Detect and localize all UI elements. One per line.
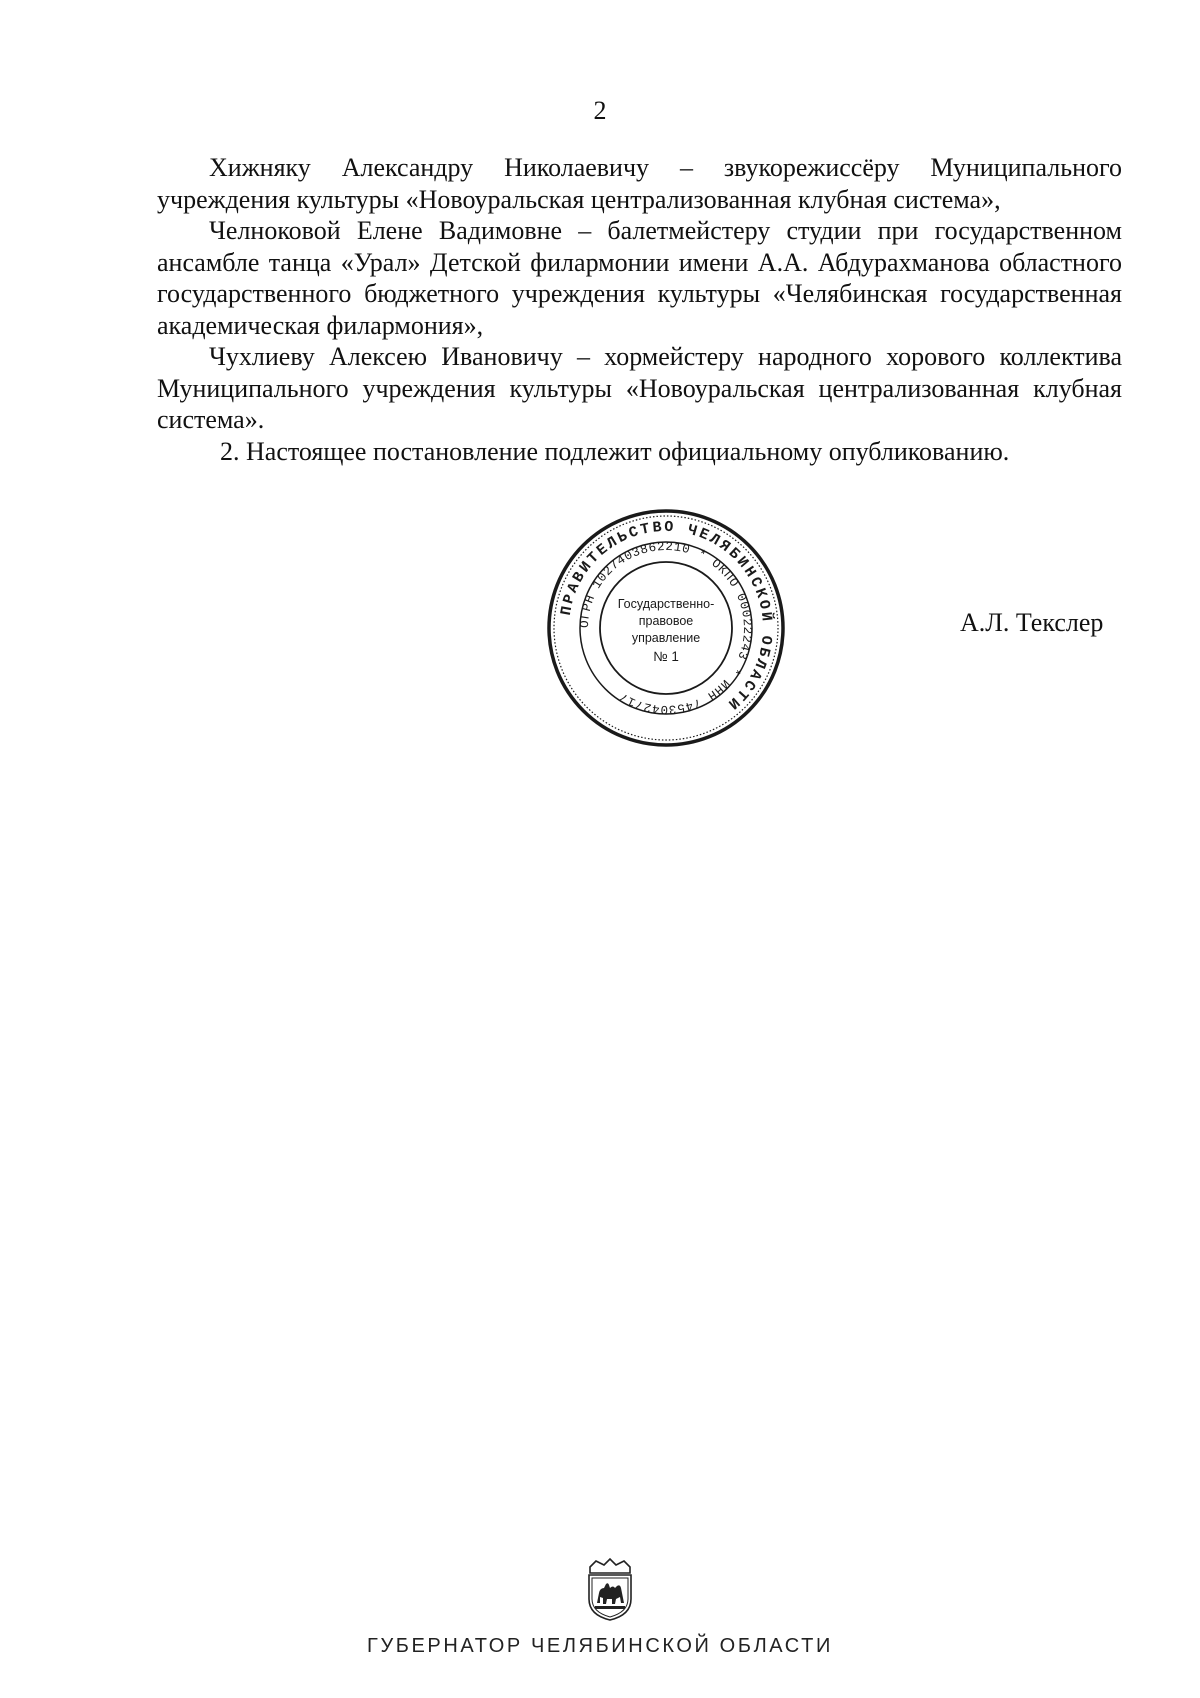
- page-number: 2: [593, 96, 607, 125]
- seal-center-line-2: правовое: [638, 614, 694, 628]
- signatory-name: А.Л. Текслер: [960, 608, 1104, 637]
- seal-inner-textpath: ОГРН 1027403862210 * ОКПО 00022243 * ИНН 7453042717: [577, 539, 755, 717]
- official-seal: [546, 508, 786, 748]
- paragraph-chelnokova: Челноковой Елене Вадимовне – балетмейстеру студии при государственном ансамбле танца «Урал» Детской филармонии имени А.А. Абдурахманова областного государственного бюджетного учреждения культуры «Челябинская государственная академическая филармония»,: [157, 216, 1122, 340]
- seal-outer-textpath: ПРАВИТЕЛЬСТВО ЧЕЛЯБИНСКОЙ ОБЛАСТИ: [557, 518, 776, 714]
- footer-title: ГУБЕРНАТОР ЧЕЛЯБИНСКОЙ ОБЛАСТИ: [367, 1635, 833, 1657]
- chelyabinsk-coat-of-arms-icon: [582, 1557, 638, 1623]
- document-body: [157, 152, 1122, 467]
- paragraph-chukhliev: Чухлиеву Алексею Ивановичу – хормейстеру народного хорового коллектива Муниципального учреждения культуры «Новоуральская централизованная клубная система».: [157, 342, 1122, 434]
- seal-center-line-3: управление: [631, 631, 701, 645]
- paragraph-khizhnyak: Хижняку Александру Николаевичу – звукорежиссёру Муниципального учреждения культуры «Новоуральская централизованная клубная система»,: [157, 153, 1122, 214]
- paragraph-publication: 2. Настоящее постановление подлежит официальному опубликованию.: [220, 436, 1010, 466]
- seal-center-line-4: № 1: [653, 649, 679, 664]
- seal-center-line-1: Государственно-: [617, 597, 715, 611]
